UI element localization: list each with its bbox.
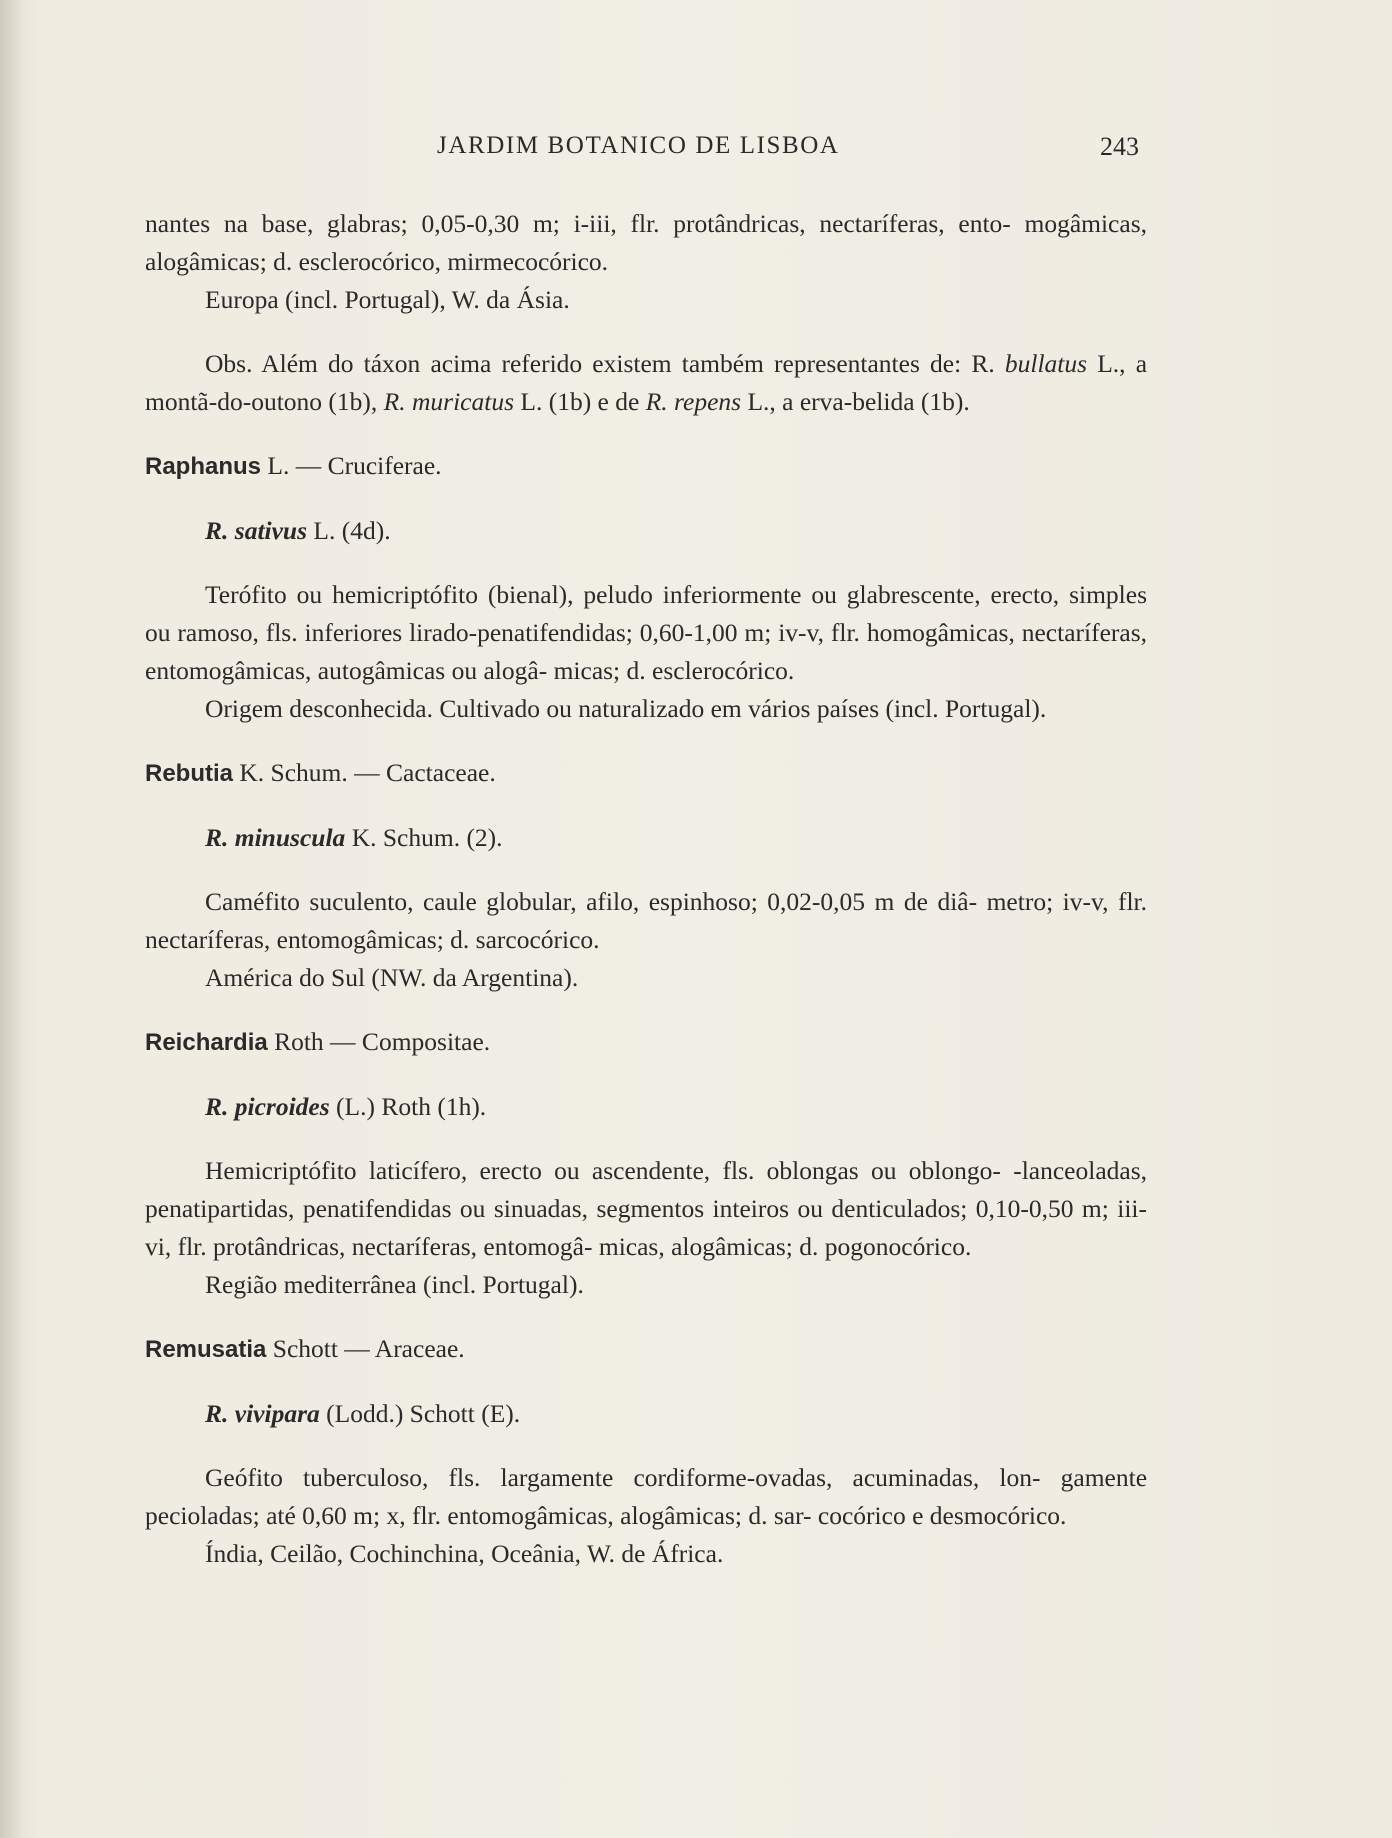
continuation-distribution: Europa (incl. Portugal), W. da Ásia.	[205, 285, 570, 314]
species-description: Terófito ou hemicriptófito (bienal), peludo inferiormente ou glabrescente, erecto, simples ou ramoso, fls. inferiores lirado-penatifendidas; 0,60-1,00 m; iv-v, flr. homogâmicas, nectaríferas, entomogâmicas, autogâmicas ou alogâ- micas; d. esclerocórico.	[145, 580, 1148, 685]
species-description: Hemicriptófito laticífero, erecto ou ascendente, fls. oblongas ou oblongo- -lanceoladas, penatipartidas, penatifendidas ou sinuadas, segmentos inteiros ou denticulados; 0,10-0,50 m; iii-vi, flr. protândricas, nectaríferas, entomogâ- micas, alogâmicas; d. pogonocórico.	[145, 1156, 1148, 1261]
genus-heading: Reichardia Roth — Compositae.	[145, 1027, 491, 1056]
species-distribution: Índia, Ceilão, Cochinchina, Oceânia, W. de África.	[205, 1539, 724, 1568]
running-title: JARDIM BOTANICO DE LISBOA	[437, 132, 840, 159]
species-distribution: Origem desconhecida. Cultivado ou naturalizado em vários países (incl. Portugal).	[205, 694, 1047, 723]
species-heading: R. sativus L. (4d).	[205, 516, 391, 545]
page-body	[145, 205, 1147, 1573]
page-header	[0, 132, 1392, 166]
page-number: 243	[1100, 132, 1139, 161]
continuation-text: nantes na base, glabras; 0,05-0,30 m; i-iii, flr. protândricas, nectaríferas, ento- mogâmicas, alogâmicas; d. esclerocórico, mirmecocórico.	[145, 209, 1147, 276]
genus-heading: Remusatia Schott — Araceae.	[145, 1334, 465, 1363]
genus-heading: Raphanus L. — Cruciferae.	[145, 451, 442, 480]
species-distribution: América do Sul (NW. da Argentina).	[205, 963, 579, 992]
page-gutter-shadow	[0, 0, 22, 1838]
species-description: Geófito tuberculoso, fls. largamente cordiforme-ovadas, acuminadas, lon- gamente pecioladas; até 0,60 m; x, flr. entomogâmicas, alogâmicas; d. sar- cocórico e desmocórico.	[145, 1463, 1148, 1530]
species-heading: R. picroides (L.) Roth (1h).	[205, 1092, 487, 1121]
species-heading: R. vivipara (Lodd.) Schott (E).	[205, 1399, 521, 1428]
species-distribution: Região mediterrânea (incl. Portugal).	[205, 1270, 584, 1299]
obs-note: Obs. Além do táxon acima referido existem também representantes de: R. bullatus L., a montã-do-outono (1b), R. muricatus L. (1b) e de R. repens L., a erva-belida (1b).	[145, 349, 1148, 416]
species-description: Caméfito suculento, caule globular, afilo, espinhoso; 0,02-0,05 m de diâ- metro; iv-v, flr. nectaríferas, entomogâmicas; d. sarcocórico.	[145, 887, 1147, 954]
species-heading: R. minuscula K. Schum. (2).	[205, 823, 503, 852]
genus-heading: Rebutia K. Schum. — Cactaceae.	[145, 758, 496, 787]
